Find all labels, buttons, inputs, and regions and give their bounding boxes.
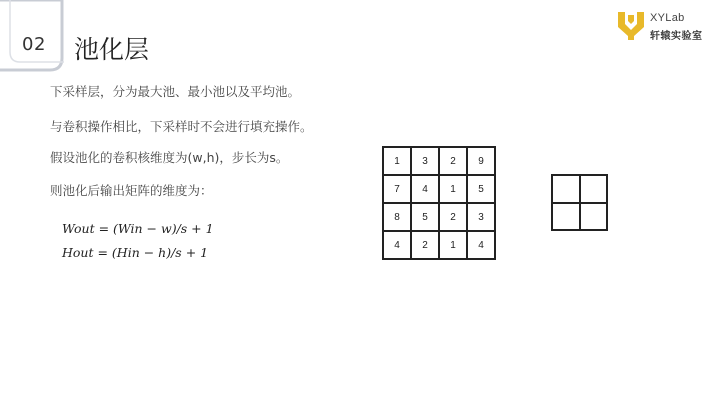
logo-brand: XYLab — [650, 12, 685, 24]
matrix-cell: 9 — [467, 147, 495, 175]
paragraph-output-dimension: 则池化后输出矩阵的维度为： — [50, 183, 213, 198]
output-cell — [580, 175, 608, 203]
matrix-cell: 4 — [467, 231, 495, 259]
matrix-cell: 3 — [467, 203, 495, 231]
formula-width: Wout = (Win − w)/s + 1 — [62, 221, 214, 236]
matrix-cell: 4 — [411, 175, 439, 203]
section-number: 02 — [22, 34, 46, 55]
matrix-cell: 8 — [383, 203, 411, 231]
matrix-cell: 4 — [383, 231, 411, 259]
output-cell — [580, 203, 608, 231]
logo — [616, 10, 712, 44]
paragraph-kernel-assumption: 假设池化的卷积核维度为(w,h)，步长为s。 — [50, 150, 289, 165]
logo-mark-icon — [616, 10, 646, 42]
output-cell — [552, 175, 580, 203]
matrix-cell: 1 — [439, 231, 467, 259]
matrix-cell: 7 — [383, 175, 411, 203]
matrix-cell: 3 — [411, 147, 439, 175]
matrix-cell: 2 — [411, 231, 439, 259]
matrix-cell: 1 — [439, 175, 467, 203]
input-matrix — [382, 146, 496, 260]
logo-name: 轩辕实验室 — [650, 31, 703, 42]
output-matrix — [551, 174, 608, 231]
output-cell — [552, 203, 580, 231]
page-title: 池化层 — [74, 35, 150, 64]
formula-height: Hout = (Hin − h)/s + 1 — [62, 245, 209, 260]
matrix-cell: 5 — [467, 175, 495, 203]
matrix-cell: 1 — [383, 147, 411, 175]
matrix-cell: 5 — [411, 203, 439, 231]
paragraph-pooling-types: 下采样层，分为最大池、最小池以及平均池。 — [50, 84, 301, 99]
matrix-cell: 2 — [439, 147, 467, 175]
paragraph-no-padding: 与卷积操作相比，下采样时不会进行填充操作。 — [50, 119, 313, 134]
matrix-cell: 2 — [439, 203, 467, 231]
